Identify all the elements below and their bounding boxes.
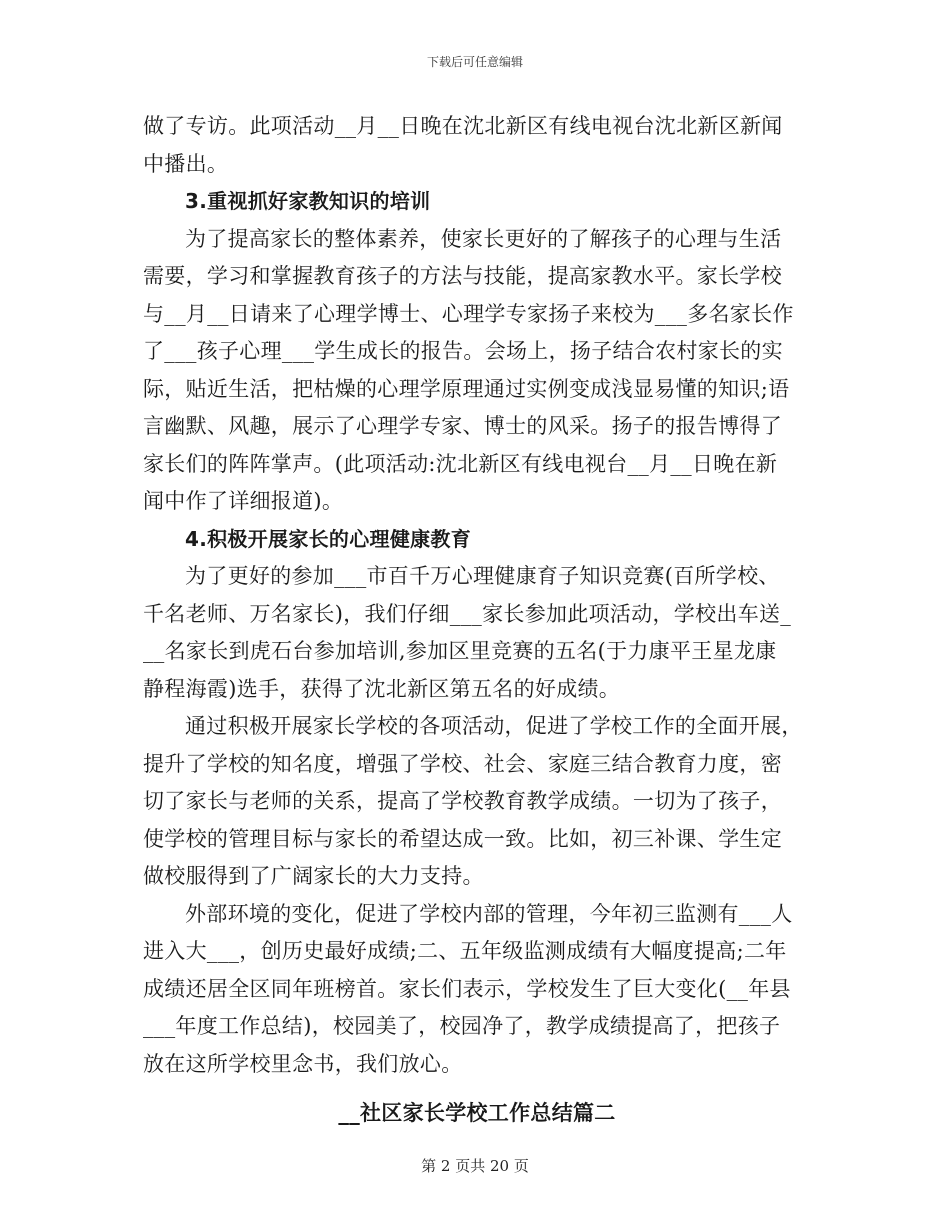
section-heading: 4.积极开展家长的心理健康教育 bbox=[185, 526, 472, 551]
text-line: ___年度工作总结)，校园美了，校园净了，教学成绩提高了，把孩子 bbox=[143, 1014, 781, 1038]
text-line: 了___孩子心理___学生成长的报告。会场上，扬子结合农村家长的实 bbox=[143, 339, 783, 363]
page-number-footer: 第 2 页共 20 页 bbox=[421, 1157, 529, 1175]
text-line: 千名老师、万名家长)，我们仔细___家长参加此项活动，学校出车送_ bbox=[143, 601, 792, 626]
text-line: __名家长到虎石台参加培训,参加区里竞赛的五名(于力康平王星龙康 bbox=[143, 639, 777, 663]
article-title: __社区家长学校工作总结篇二 bbox=[338, 1101, 616, 1125]
text-line: 言幽默、风趣，展示了心理学专家、博士的风采。扬子的报告博得了 bbox=[143, 414, 782, 438]
text-line: 中播出。 bbox=[143, 151, 229, 176]
text-line: 静程海霞)选手，获得了沈北新区第五名的好成绩。 bbox=[143, 676, 621, 701]
text-line: 际，贴近生活，把枯燥的心理学原理通过实例变成浅显易懂的知识;语 bbox=[143, 376, 790, 401]
text-line: 闻中作了详细报道)。 bbox=[143, 489, 344, 513]
paragraph-first-line: 外部环境的变化，促进了学校内部的管理，今年初三监测有___人 bbox=[185, 901, 793, 926]
text-line: 与__月__日请来了心理学博士、心理学专家扬子来校为___多名家长作 bbox=[143, 301, 794, 326]
text-line: 需要，学习和掌握教育孩子的方法与技能，提高家教水平。家长学校 bbox=[143, 264, 782, 288]
text-line: 提升了学校的知名度，增强了学校、社会、家庭三结合教育力度，密 bbox=[143, 751, 782, 776]
text-line: 使学校的管理目标与家长的希望达成一致。比如，初三补课、学生定 bbox=[143, 826, 782, 851]
text-line: 进入大___，创历史最好成绩;二、五年级监测成绩有大幅度提高;二年 bbox=[143, 939, 787, 963]
text-line: 家长们的阵阵掌声。(此项活动:沈北新区有线电视台__月__日晚在新 bbox=[143, 451, 778, 476]
section-heading: 3.重视抓好家教知识的培训 bbox=[185, 189, 431, 213]
text-line: 放在这所学校里念书，我们放心。 bbox=[143, 1051, 463, 1076]
document-body bbox=[143, 108, 811, 1133]
text-line: 做了专访。此项活动__月__日晚在沈北新区有线电视台沈北新区新闻 bbox=[143, 114, 783, 138]
paragraph-first-line: 为了更好的参加___市百千万心理健康育子知识竞赛(百所学校、 bbox=[185, 564, 780, 588]
page-header-note: 下载后可任意编辑 bbox=[426, 55, 523, 69]
paragraph-first-line: 通过积极开展家长学校的各项活动，促进了学校工作的全面开展， bbox=[185, 714, 803, 738]
text-line: 成绩还居全区同年班榜首。家长们表示，学校发生了巨大变化(__年县 bbox=[143, 976, 791, 1001]
text-line: 切了家长与老师的关系，提高了学校教育教学成绩。一切为了孩子， bbox=[143, 789, 782, 813]
text-line: 做校服得到了广阔家长的大力支持。 bbox=[143, 864, 484, 888]
paragraph-first-line: 为了提高家长的整体素养，使家长更好的了解孩子的心理与生活 bbox=[185, 226, 782, 251]
